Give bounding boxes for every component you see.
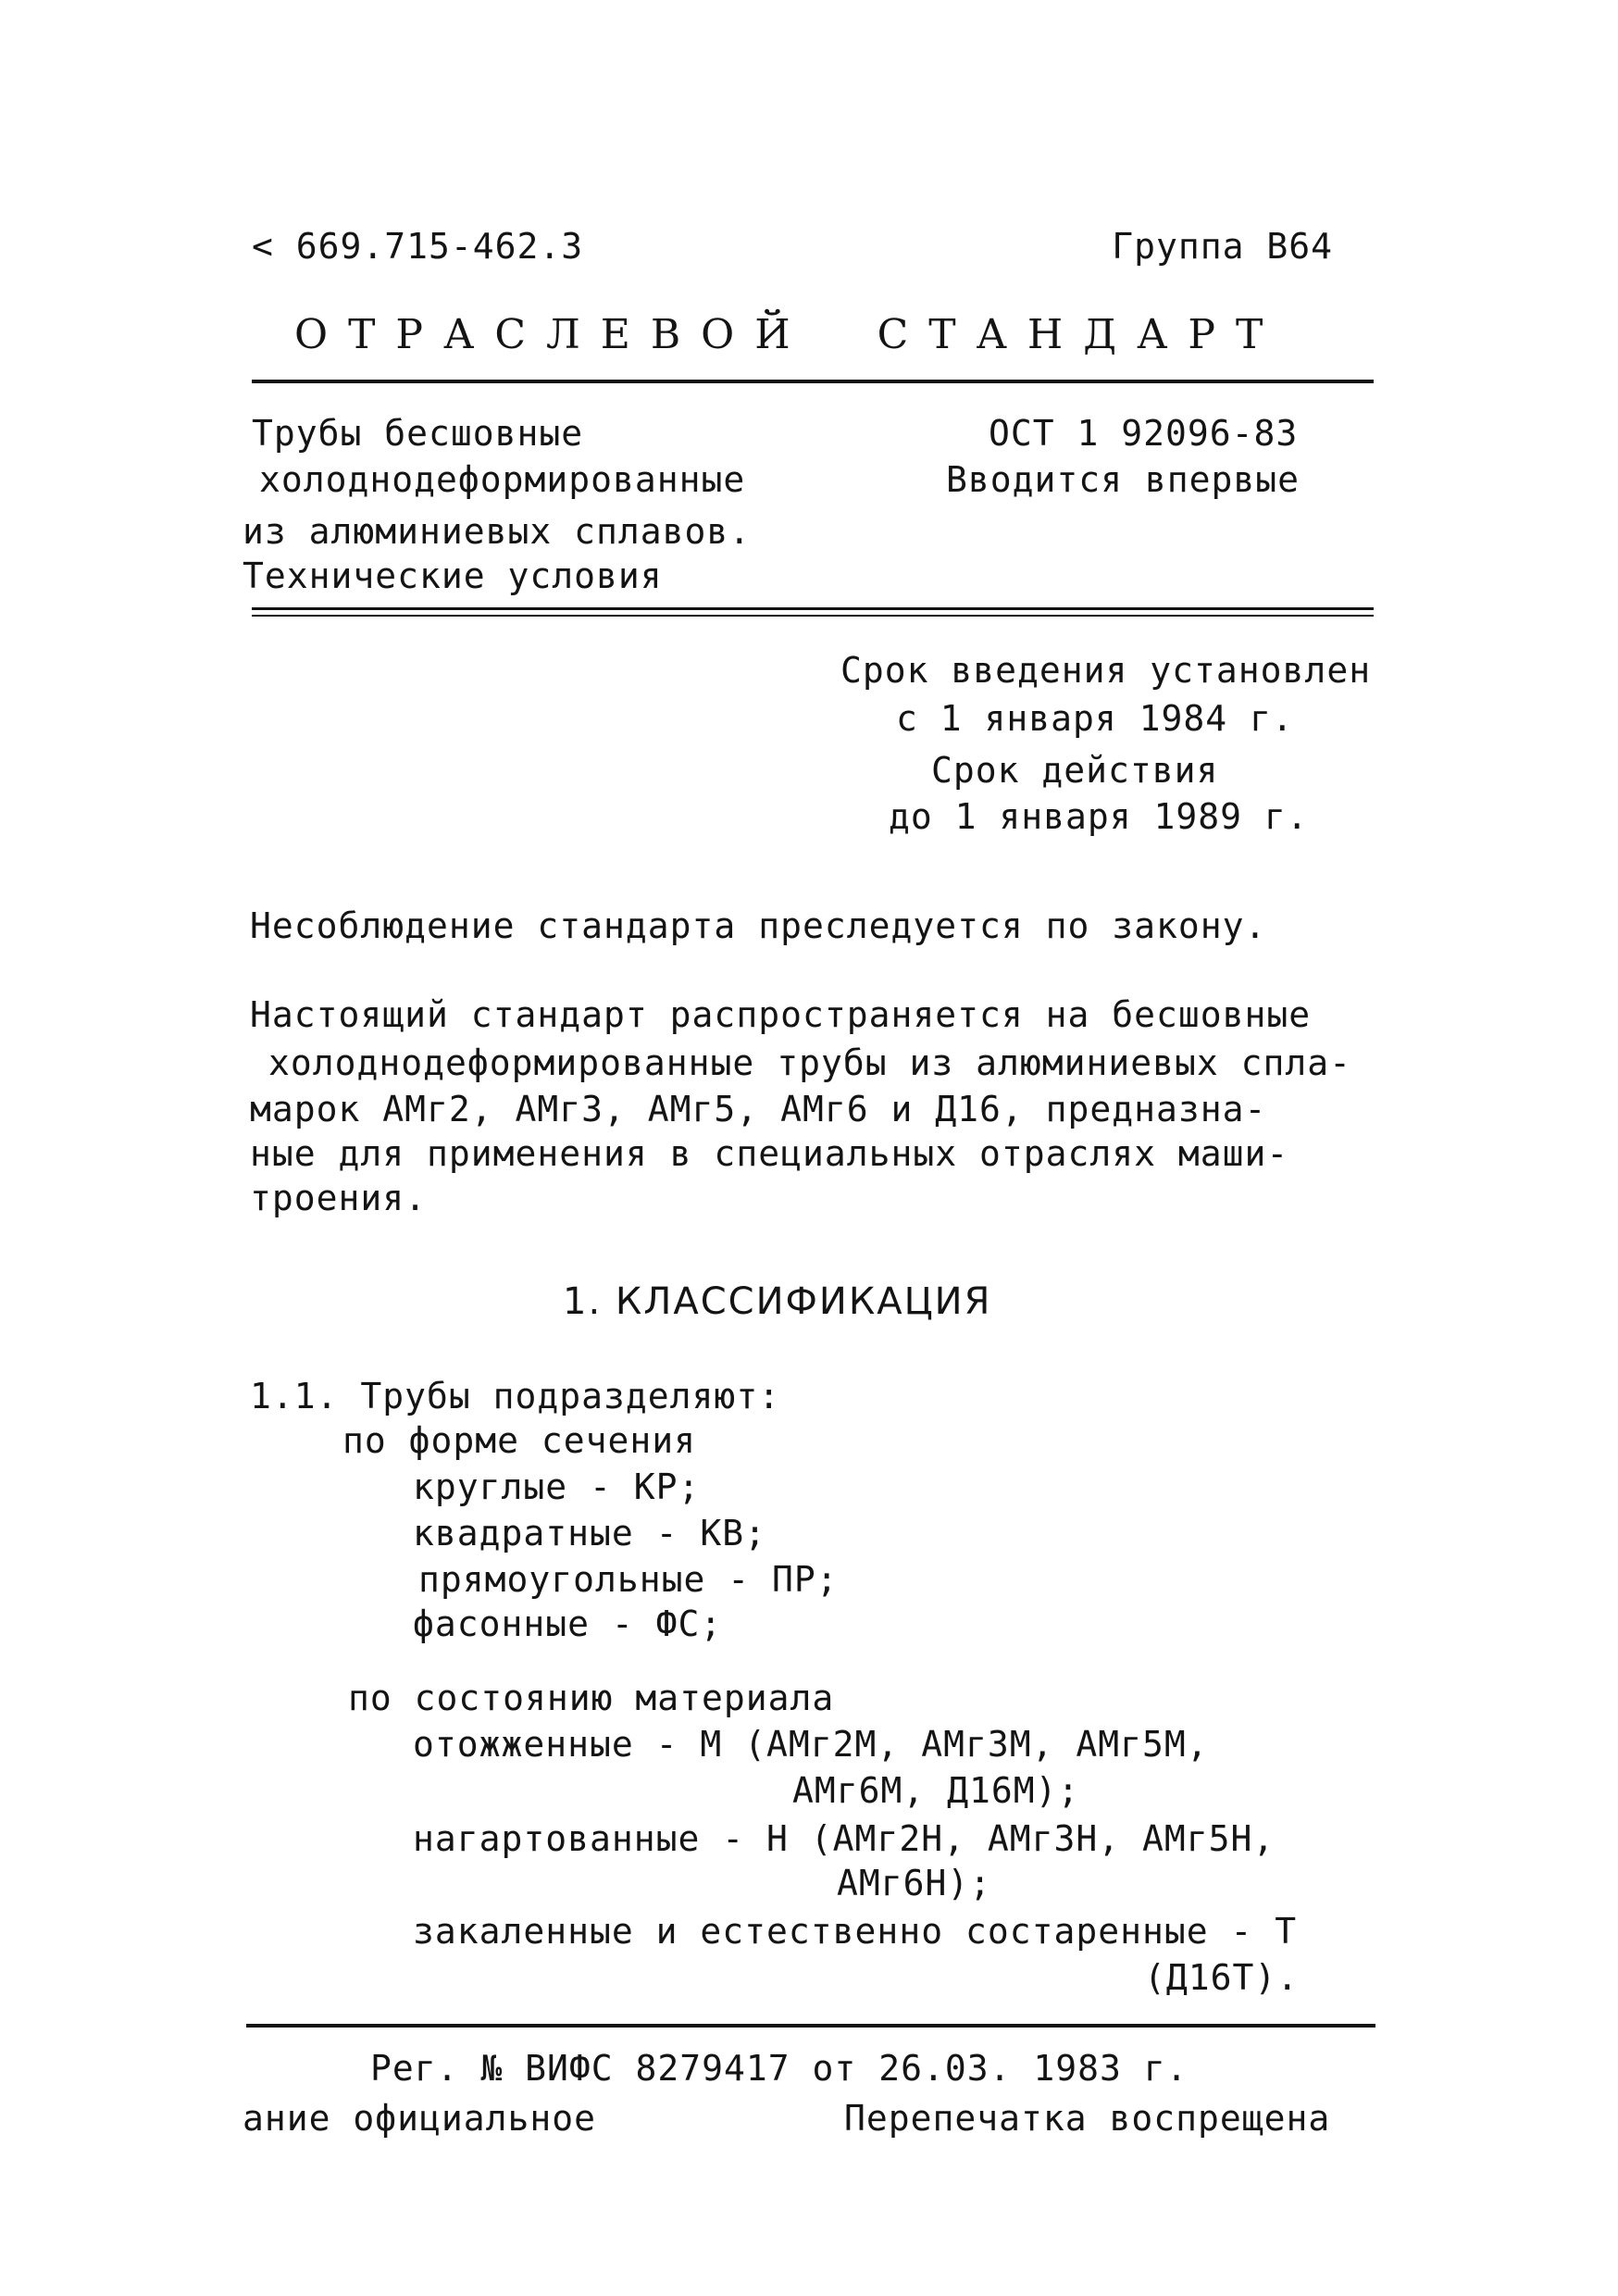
standard-status: Вводится впервые — [946, 459, 1301, 500]
standard-name-line: Технические условия — [243, 555, 663, 596]
date-line: Срок действия — [931, 750, 1219, 791]
list-item-continuation: АМг6М, Д16М); — [792, 1770, 1080, 1811]
registration-number: Рег. № ВИФС 8279417 от 26.03. 1983 г. — [370, 2048, 1189, 2089]
list-item: прямоугольные - ПР; — [418, 1559, 839, 1600]
list-item-continuation: АМг6Н); — [837, 1863, 992, 1903]
date-line: с 1 января 1984 г. — [896, 698, 1294, 739]
standard-name-line: холоднодеформированные — [259, 459, 746, 500]
list-item: отожженные - М (АМг2М, АМг3М, АМг5М, — [413, 1724, 1209, 1765]
edition-note: ание официальное — [243, 2098, 597, 2139]
divider-rule-double — [252, 615, 1374, 617]
date-line: до 1 января 1989 г. — [889, 796, 1309, 837]
clause-1-1: 1.1. Трубы подразделяют: — [250, 1376, 781, 1416]
date-line: Срок введения установлен — [840, 650, 1372, 691]
standard-code: ОСТ 1 92096-83 — [989, 413, 1299, 454]
list-item: круглые - КР; — [413, 1466, 701, 1507]
group-code: Группа В64 — [1112, 226, 1333, 267]
standard-name-line: Трубы бесшовные — [252, 413, 584, 454]
scope-line: Настоящий стандарт распространяется на бесшовные — [250, 994, 1312, 1035]
scope-line: марок АМг2, АМг3, АМг5, АМг6 и Д16, предназна- — [250, 1089, 1267, 1129]
footer-rule — [246, 2024, 1375, 2028]
divider-rule — [252, 607, 1374, 610]
reprint-note: Перепечатка воспрещена — [844, 2098, 1331, 2139]
standard-name-line: из алюминиевых сплавов. — [243, 511, 752, 552]
scope-line: ные для применения в специальных отраслях маши- — [250, 1133, 1289, 1174]
list-item: фасонные - ФС; — [413, 1603, 723, 1644]
legal-notice: Несоблюдение стандарта преследуется по закону. — [250, 905, 1267, 946]
section-heading: 1. КЛАССИФИКАЦИЯ — [563, 1280, 992, 1323]
top-rule — [252, 380, 1374, 383]
list-item-continuation: (Д16Т). — [1144, 1957, 1300, 1998]
udc-code: < 669.715-462.3 — [252, 226, 584, 267]
list-item: нагартованные - Н (АМг2Н, АМг3Н, АМг5Н, — [413, 1818, 1276, 1859]
scope-line: троения. — [250, 1178, 428, 1218]
document-title: ОТРАСЛЕВОЙ СТАНДАРТ — [294, 311, 1284, 358]
shape-label: по форме сечения — [342, 1420, 697, 1461]
list-item: квадратные - КВ; — [413, 1513, 767, 1554]
state-label: по состоянию материала — [348, 1678, 835, 1718]
scope-line: холоднодеформированные трубы из алюминиевых спла- — [268, 1042, 1352, 1083]
list-item: закаленные и естественно состаренные - Т — [413, 1911, 1298, 1952]
